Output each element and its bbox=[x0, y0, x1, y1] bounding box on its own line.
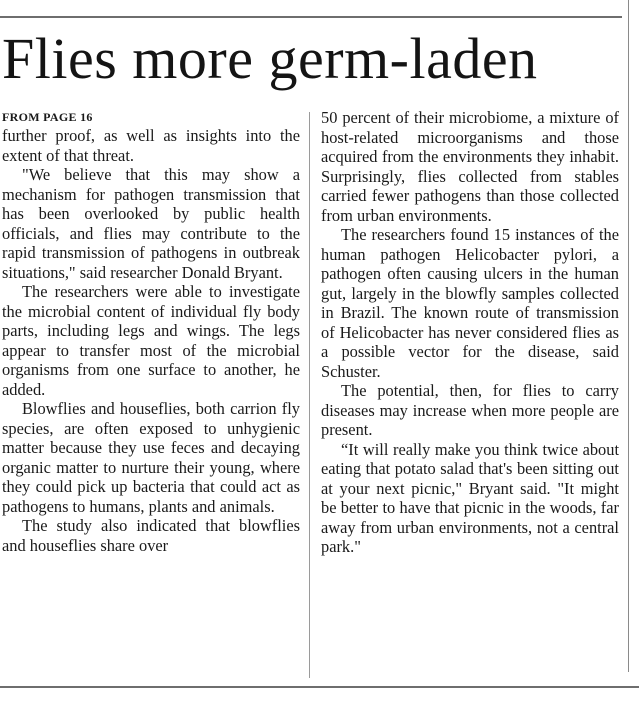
paragraph: The potential, then, for flies to carry diseases may increase when more people are present. bbox=[321, 381, 619, 439]
right-border-rule bbox=[628, 0, 629, 672]
article-column-left bbox=[2, 126, 300, 555]
paragraph: The researchers found 15 instances of the human pathogen Helicobacter pylori, a pathogen often causing ulcers in the human gut, largely in the blowfly samples collected in Brazil. The known route of transmission of Helicobacter has never considered flies as a possible vector for the disease, said Schuster. bbox=[321, 225, 619, 381]
paragraph: “It will really make you think twice about eating that potato salad that's been sitting out at your next picnic," Bryant said. "It might be better to have that picnic in the woods, far away from urban environments, not a central park." bbox=[321, 439, 619, 556]
paragraph: further proof, as well as insights into the extent of that threat. bbox=[2, 126, 300, 165]
paragraph: The study also indicated that blowflies and houseflies share over bbox=[2, 516, 300, 555]
continued-from-label: FROM PAGE 16 bbox=[2, 110, 93, 124]
paragraph: 50 percent of their microbiome, a mixture of host-related microorganisms and those acquired from the environments they inhabit. Surprisingly, flies collected from stables carried fewer pathogens than those collected from urban environments. bbox=[321, 108, 619, 225]
paragraph: Blowflies and houseflies, both carrion fly species, are often exposed to unhygienic matter because they use feces and decaying organic matter to nurture their young, where they could pick up bacteria that could act as pathogens to humans, plants and animals. bbox=[2, 399, 300, 516]
paragraph: "We believe that this may show a mechanism for pathogen transmission that has been overlooked by public health officials, and flies may contribute to the rapid transmission of pathogens in outbreak situations," said researcher Donald Bryant. bbox=[2, 165, 300, 282]
headline: Flies more germ-laden bbox=[2, 26, 538, 91]
bottom-rule bbox=[0, 686, 639, 688]
column-divider bbox=[309, 112, 310, 678]
article-column-right bbox=[321, 108, 619, 557]
paragraph: The researchers were able to investigate the microbial content of individual fly body parts, including legs and wings. The legs appear to transfer most of the microbial organisms from one surface to another, he added. bbox=[2, 282, 300, 399]
top-rule bbox=[0, 16, 622, 18]
